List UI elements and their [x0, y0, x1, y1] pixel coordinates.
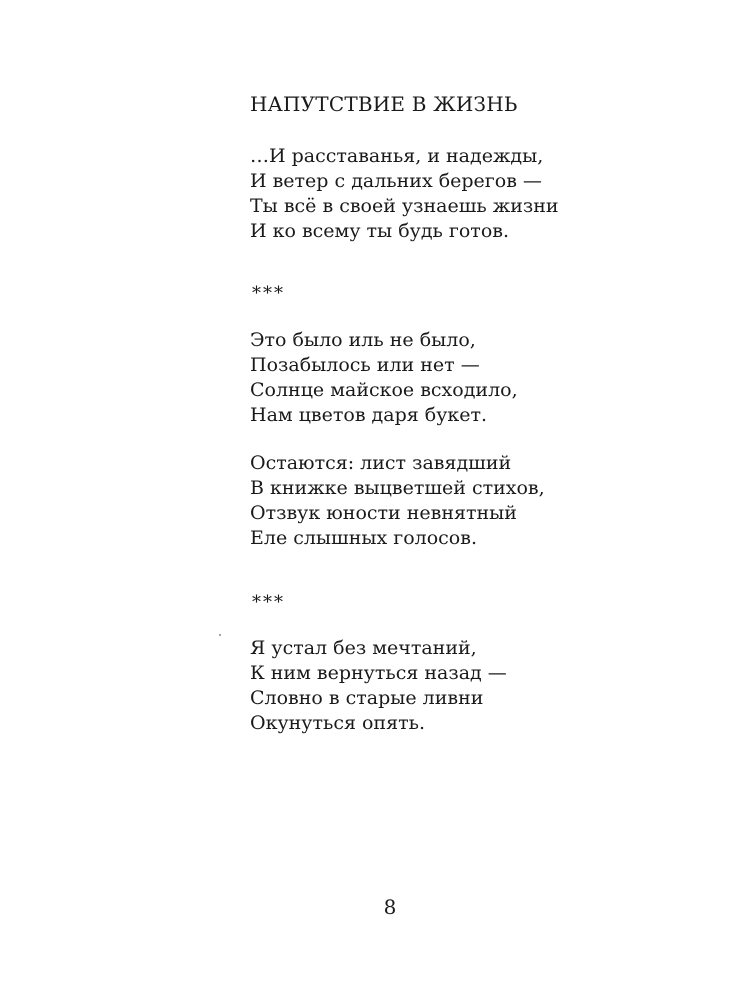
stanza-3 [250, 451, 545, 551]
section-separator: *** [252, 592, 285, 613]
print-speck [219, 634, 221, 636]
poem-line: Ты всё в своей узнаешь жизни [250, 195, 559, 217]
page-number: 8 [383, 895, 397, 919]
section-separator: *** [252, 283, 285, 304]
poem-line: К ним вернуться назад — [250, 662, 507, 684]
poem-line: Позабылось или нет — [250, 354, 480, 376]
poem-line: Я устал без мечтаний, [250, 637, 477, 659]
poem-line: Остаются: лист завядший [250, 452, 512, 474]
poem-line: Это было иль не было, [250, 329, 476, 351]
poem-line: Словно в старые ливни [250, 687, 484, 709]
poem-line: Окунуться опять. [250, 712, 425, 734]
poem-line: Еле слышных голосов. [250, 527, 477, 549]
stanza-1 [250, 144, 559, 244]
stanza-2 [250, 328, 518, 428]
poem-line: Солнце майское всходило, [250, 379, 518, 401]
poem-title: НАПУТСТВИЕ В ЖИЗНЬ [250, 92, 518, 116]
poem-line: Отзвук юности невнятный [250, 502, 517, 524]
poem-line: …И расставанья, и надежды, [250, 145, 544, 167]
poem-line: Нам цветов даря букет. [250, 404, 488, 426]
poem-line: В книжке выцветшей стихов, [250, 477, 545, 499]
poem-line: И ко всему ты будь готов. [250, 220, 509, 242]
stanza-4 [250, 636, 507, 736]
poem-line: И ветер с дальних берегов — [250, 170, 542, 192]
